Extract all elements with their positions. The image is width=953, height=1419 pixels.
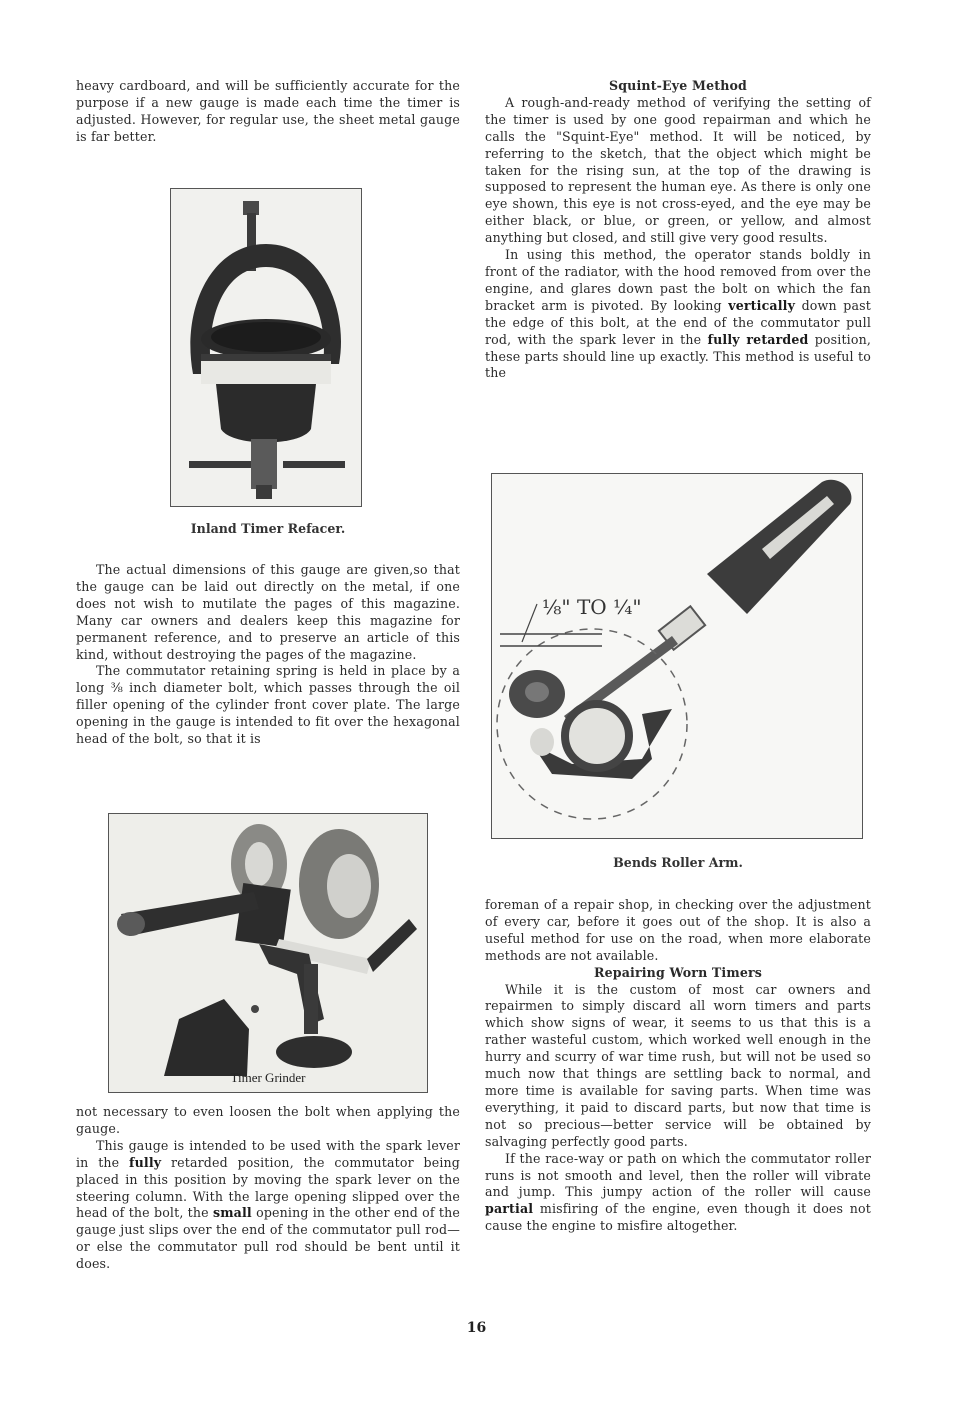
paragraph: While it is the custom of most car owners and repairmen to simply discard all worn timers and parts which show signs of wear, it seems to us that this is a rather wasteful custom, which worked well enough in the hurry and scurry of war time rush, but will not be used so much now that things are settling back to normal, and more time is available for saving parts. When time was everything, it paid to discard parts, but now that time is not so precious—better service will be obtained by salvaging perfectly good parts. xyxy=(485,981,871,1149)
dimension-annotation: ⅛" TO ¼" xyxy=(542,595,642,619)
emphasis: small xyxy=(212,1205,252,1221)
emphasis: fully retarded xyxy=(707,331,809,347)
paragraph: A rough-and-ready method of verifying the setting of the timer is used by one good repairman and which he calls the "Squint-Eye" method. It will be noticed, by referring to the sketch, that the object which might be taken for the rising sun, at the top of the drawing is supposed to represent the human eye. As there is only one eye shown, this eye is not cross-eyed, and the eye may be either black, or blue, or green, or yellow, and almost anything but closed, and still give very good results. xyxy=(485,94,871,246)
left-column-bottom xyxy=(76,1104,460,1273)
paragraph: not necessary to even loosen the bolt when applying the gauge. xyxy=(76,1104,460,1136)
figure-caption: Inland Timer Refacer. xyxy=(190,521,346,536)
left-column-top xyxy=(76,78,460,146)
left-column-middle xyxy=(76,562,460,748)
section-heading: Repairing Worn Timers xyxy=(593,964,763,980)
timer-refacer-photo-icon xyxy=(170,188,362,507)
paragraph: The actual dimensions of this gauge are given,so that the gauge can be laid out directly on the metal, if one does not wish to mutilate the pages of this magazine. Many car owners and dealers keep this magazine for permanent reference, and to preserve an article of this kind, without destroying the pages of the magazine. xyxy=(76,562,460,662)
paragraph: The commutator retaining spring is held in place by a long ⅜ inch diameter bolt, which passes through the oil filler opening of the cylinder front cover plate. The large opening in the gauge is intended to fit over the hexagonal head of the bolt, so that it is xyxy=(76,663,460,747)
page-number: 16 xyxy=(466,1320,487,1336)
paragraph: If the race-way or path on which the commutator roller runs is not smooth and level, then the roller will vibrate and jump. This jumpy action of the roller will cause partial misfiring of the engine, even though it does not cause the engine to misfire altogether. xyxy=(485,1150,871,1234)
figure-caption: Bends Roller Arm. xyxy=(613,855,743,870)
right-column-bottom xyxy=(485,897,871,1235)
emphasis: vertically xyxy=(728,297,796,313)
screwdriver-roller-arm-photo-icon xyxy=(491,473,863,839)
right-column-top xyxy=(485,78,871,382)
paragraph: In using this method, the operator stands boldly in front of the radiator, with the hood removed from over the engine, and glares down past the bolt on which the fan bracket arm is pivoted. By looking vertically down past the edge of this bolt, at the end of the commutator pull rod, with the spark lever in the fully retarded position, these parts should line up exactly. This method is useful to the xyxy=(485,247,871,381)
paragraph: foreman of a repair shop, in checking over the adjustment of every car, before it goes out of the shop. It is also a useful method for use on the road, when more elaborate methods are not available. xyxy=(485,897,871,963)
paragraph: This gauge is intended to be used with the spark lever in the fully retarded position, the commutator being placed in this position by moving the spark lever on the steering column. With the large opening slipped over the head of the bolt, the small opening in the other end of the gauge just slips over the end of the commutator pull rod—or else the commutator pull rod should be bent until it does. xyxy=(76,1137,460,1272)
figure-label: Timer Grinder xyxy=(230,1070,306,1085)
paragraph: heavy cardboard, and will be sufficiently accurate for the purpose if a new gauge is made each time the timer is adjusted. However, for regular use, the sheet metal gauge is far better. xyxy=(76,78,460,144)
emphasis: partial xyxy=(485,1201,534,1217)
timer-grinder-photo-icon xyxy=(108,813,428,1093)
emphasis: fully xyxy=(129,1154,162,1170)
section-heading: Squint-Eye Method xyxy=(608,78,748,93)
